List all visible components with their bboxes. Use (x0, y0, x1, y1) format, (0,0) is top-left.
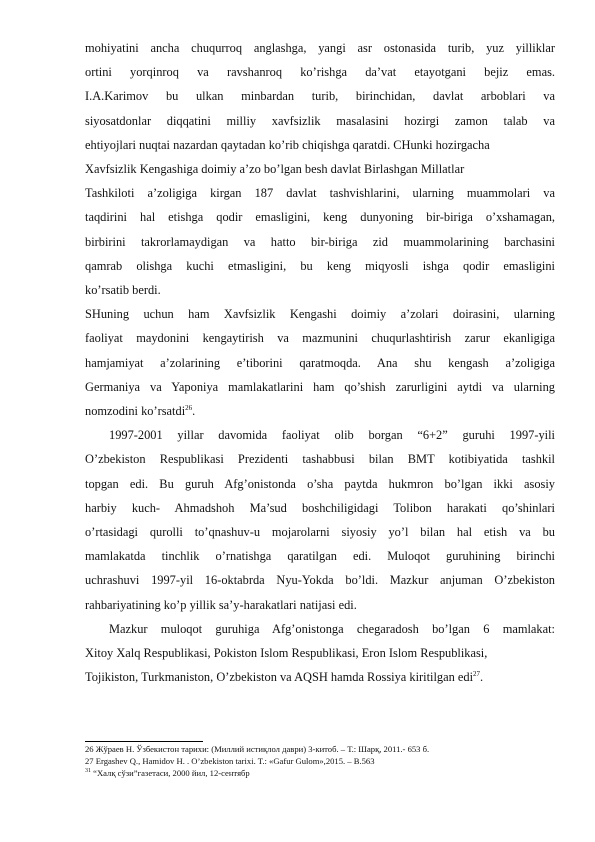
text-line: rahbariyatining ko’p yillik sa’y-harakatlari natijasi edi. (85, 597, 357, 612)
text-fragment: Tojikiston, Turkmaniston, O’zbekiston va AQSH hamda Rossiya kiritilgan edi (85, 670, 474, 685)
text-line: ehtiyojlari nuqtai nazardan qaytadan ko’rib chiqishga qaratdi. CHunki hozirgacha (85, 137, 490, 152)
footnote-divider (85, 741, 203, 742)
paragraph-1 (85, 36, 555, 181)
paragraph-5 (85, 617, 555, 690)
footnote-27: 27 Ergashev Q., Hamidov H. . O’zbekiston tarixi. T.: «Gafur Gulom»,2015. – B.563 (85, 756, 375, 766)
text-line: ko’rsatib berdi. (85, 283, 161, 298)
text-line: I.A.Karimov bu ulkan minbardan turib, birinchidan, davlat arboblari va (85, 89, 555, 104)
paragraph-2 (85, 181, 555, 302)
text-line: birbirini takrorlamaydigan va hatto bir-biriga zid muammolarining barchasini (85, 234, 555, 249)
footnote-31 (85, 768, 555, 779)
footnote-26: 26 Жўраев Н. Ўзбекистон тарихи: (Миллий истиқлол даври) 3-китоб. – Т.: Шарқ, 2011.- 653 б. (85, 744, 430, 754)
text-line: O’zbekiston Respublikasi Prezidenti tashabbusi bilan BMT kotibiyatida tashkil (85, 452, 555, 467)
footnote-text: “Халқ сўзи”газетаси, 2000 йил, 12-сентябр (91, 768, 250, 778)
paragraph-3 (85, 302, 555, 423)
text-line: Mazkur muloqot guruhiga Afg’onistonga chegaradosh bo’lgan 6 mamlakat: (109, 621, 555, 636)
text-line: Xavfsizlik Kengashiga doimiy a’zo bo’lgan besh davlat Birlashgan Millatlar (85, 162, 465, 177)
text-line: mamlakatda tinchlik o’rnatishga qaratilgan edi. Muloqot guruhining birinchi (85, 549, 555, 564)
text-fragment: . (480, 670, 484, 685)
text-line: SHuning uchun ham Xavfsizlik Kengashi doimiy a’zolari doirasini, ularning (85, 307, 555, 322)
text-line: mohiyatini ancha chuqurroq anglashga, yangi asr ostonasida turib, yuz yilliklar (85, 41, 555, 55)
text-line: qamrab olishga kuchi etmasligini, bu keng miqyosli ishga qodir emasligini (85, 258, 555, 273)
text-line: 1997-2001 yillar davomida faoliyat olib borgan “6+2” guruhi 1997-yili (109, 428, 555, 443)
text-line: topgan edi. Bu guruh Afg’onistonda o’sha paytda hukmron bo’lgan ikki asosiy (85, 476, 555, 491)
footnote-ref[interactable]: 26 (185, 403, 193, 412)
text-line: o’rtasidagi qurolli to’qnashuv-u mojarolarni siyosiy yo’l bilan hal etish va bu (85, 525, 555, 540)
text-line: faoliyat maydonini kengaytirish va mazmunini chuqurlashtirish zarur ekanligiga (85, 331, 555, 346)
footnote-number: 31 (85, 768, 91, 775)
text-line: taqdirini hal etishga qodir emasligini, keng dunyoning bir-biriga o’xshamagan, (85, 210, 555, 225)
text-line: siyosatdonlar diqqatini milliy xavfsizlik masalasini hozirgi zamon talab va (85, 113, 555, 128)
text-line: uchrashuvi 1997-yil 16-oktabrda Nyu-Yokda bo’ldi. Mazkur anjuman O’zbekiston (85, 573, 555, 588)
paragraph-4 (85, 423, 555, 617)
text-fragment: nomzodini ko’rsatdi (85, 404, 186, 419)
page-body (85, 36, 555, 689)
text-line: harbiy kuch- Ahmadshoh Ma’sud boshchiligidagi Tolibon harakati qo’shinlari (85, 500, 555, 515)
text-line: Xitoy Xalq Respublikasi, Pokiston Islom Respublikasi, Eron Islom Respublikasi, (85, 646, 488, 661)
text-line (85, 399, 555, 423)
text-line: Germaniya va Yaponiya mamlakatlarini ham qo’shish zarurligini aytdi va ularning (85, 379, 555, 394)
text-fragment: . (192, 404, 196, 419)
footnote-ref[interactable]: 27 (473, 670, 481, 679)
text-line: ortini yorqinroq va ravshanroq ko’rishga da’vat etayotgani bejiz emas. (85, 65, 555, 80)
text-line: Tashkiloti a’zoligiga kirgan 187 davlat tashvishlarini, ularning muammolari va (85, 186, 555, 201)
text-line (85, 665, 555, 689)
text-line: hamjamiyat a’zolarining e’tiborini qaratmoqda. Ana shu kengash a’zoligiga (85, 355, 555, 370)
